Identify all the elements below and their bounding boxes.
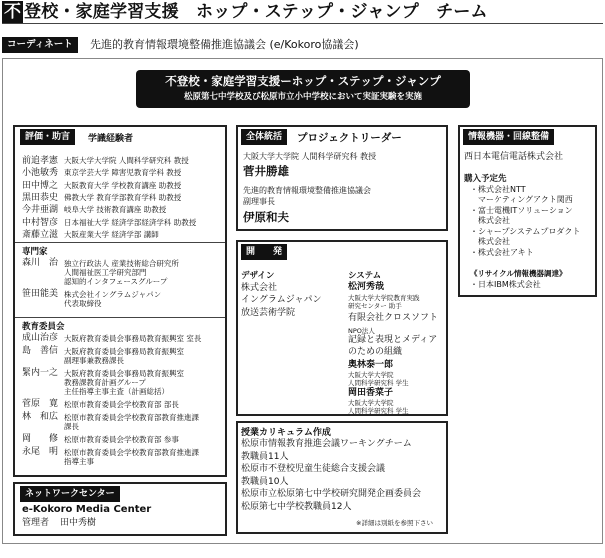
curriculum-line: 松原市不登校児童生徒総合支援会議 bbox=[241, 464, 386, 475]
design-member: 放送芸術学院 bbox=[241, 308, 296, 318]
expert-affiliation: 人間福祉医工学研究部門 bbox=[64, 268, 147, 277]
network-manager-label: 管理者 bbox=[22, 518, 50, 528]
board-member-affiliation: 主任指導主事主査（計画総括） bbox=[64, 387, 169, 396]
coordinate-label: コーディネート bbox=[2, 37, 78, 53]
board-heading: 教育委員会 bbox=[22, 322, 65, 332]
curriculum-line: 教職員11人 bbox=[241, 451, 289, 462]
title-kanji-box: 不 bbox=[4, 2, 21, 22]
system-company: 有限会社クロスソフト bbox=[348, 313, 439, 323]
page-title-bar bbox=[0, 0, 605, 24]
recycle-heading: 《リサイクル情報機器調達》 bbox=[470, 269, 567, 278]
system-member-name: 松河秀哉 bbox=[348, 282, 385, 292]
scholar-affiliation: 大阪産業大学 経済学部 講師 bbox=[64, 229, 159, 239]
vice-chair-title: 副理事長 bbox=[243, 197, 275, 206]
curriculum-line: 松原第七中学校教職員12人 bbox=[241, 502, 352, 512]
npo-small-label: NPO法人 bbox=[348, 327, 375, 335]
board-member-affiliation: 松原市教育委員会学校教育部 部長 bbox=[64, 400, 179, 409]
scholar-affiliation: 岐阜大学 技術教育講座 助教授 bbox=[64, 205, 167, 215]
system-member-name: 岡田香菜子 bbox=[348, 388, 394, 398]
telecom-company: 西日本電信電話株式会社 bbox=[464, 152, 564, 162]
expert-affiliation: 代表取締役 bbox=[64, 299, 102, 308]
board-member-affiliation: 指導主事 bbox=[64, 457, 94, 466]
board-member-affiliation: 教務課教育計画グループ bbox=[64, 378, 146, 387]
development-label: 開 発 bbox=[241, 244, 287, 260]
scholar-name: 今井亜湖 bbox=[22, 205, 59, 216]
leader-name: 菅井勝雄 bbox=[243, 164, 289, 178]
coordinate-row bbox=[2, 37, 602, 53]
system-member-affil: 大阪大学大学院教育実践 bbox=[348, 294, 420, 302]
board-member-affiliation: 副理事兼教務課長 bbox=[64, 356, 124, 365]
vice-chair-name: 伊原和夫 bbox=[243, 210, 289, 224]
banner-title: 不登校・家庭学習支援ーホップ・ステップ・ジャンプ bbox=[165, 74, 441, 88]
info-equipment-label: 情報機器・回線整備 bbox=[463, 129, 554, 145]
planned-vendor: ・株式会社アキト bbox=[470, 248, 534, 257]
system-member-affil: 大阪大学大学院 bbox=[348, 399, 394, 407]
scholar-name: 黒田恭史 bbox=[22, 192, 59, 203]
design-heading: デザイン bbox=[241, 271, 275, 281]
curriculum-line: 松原市情報教育推進会議ワーキングチーム bbox=[241, 439, 412, 449]
planned-vendor: ・シャープシステムプロダクト bbox=[470, 227, 581, 236]
scholar-affiliation: 大阪大学大学院 人間科学研究科 教授 bbox=[64, 156, 189, 165]
planned-heading: 購入予定先 bbox=[464, 174, 507, 184]
planned-vendor-cont: マーケティングアクト関西 bbox=[478, 195, 573, 204]
network-manager-name: 田中秀樹 bbox=[60, 518, 97, 528]
board-member-name: 島 善信 bbox=[22, 346, 59, 356]
expert-affiliation: 独立行政法人 産業技術総合研究所 bbox=[64, 259, 179, 268]
scholar-name: 田中博之 bbox=[22, 180, 59, 191]
recycle-vendor: ・日本IBM株式会社 bbox=[470, 280, 541, 289]
design-member: イングラムジャパン bbox=[241, 295, 322, 305]
project-banner bbox=[136, 70, 470, 108]
network-center-label: ネットワークセンター bbox=[20, 486, 120, 502]
leader-affiliation: 大阪大学大学院 人間科学研究科 教授 bbox=[243, 152, 377, 161]
banner-subtitle: 松原第七中学校及び松原市立小中学校において実証実験を実施 bbox=[183, 92, 422, 102]
planned-vendor: ・株式会社NTT bbox=[470, 185, 526, 194]
board-member-name: 永尾 明 bbox=[22, 447, 59, 457]
divider bbox=[15, 242, 225, 243]
evaluation-label: 評価・助言 bbox=[20, 129, 75, 145]
design-member: 株式会社 bbox=[241, 283, 278, 293]
vice-chair-affiliation: 先進的教育情報環境整備推進協議会 bbox=[243, 186, 371, 195]
planned-vendor-cont: 株式会社 bbox=[478, 237, 510, 246]
page-title: 登校・家庭学習支援 ホップ・ステップ・ジャンプ チーム bbox=[24, 2, 488, 22]
expert-name: 森川 治 bbox=[22, 258, 59, 268]
system-member-affil: 研究センター 助手 bbox=[348, 302, 402, 310]
board-member-name: 岡 修 bbox=[22, 434, 59, 444]
scholars-heading: 学識経験者 bbox=[88, 134, 134, 144]
npo-name: のための組織 bbox=[348, 347, 403, 357]
curriculum-line: 教職員10人 bbox=[241, 476, 289, 487]
board-member-affiliation: 松原市教育委員会学校教育部 参事 bbox=[64, 435, 179, 444]
title-underline bbox=[2, 23, 603, 24]
board-member-affiliation: 松原市教育委員会学校教育部教育推進課 bbox=[64, 413, 199, 422]
scholar-name: 中村智彦 bbox=[22, 217, 59, 228]
experts-heading: 専門家 bbox=[22, 247, 48, 257]
scholar-affiliation: 東京学芸大学 障害児教育学科 教授 bbox=[64, 168, 182, 178]
development-box bbox=[236, 240, 448, 416]
scholar-affiliation: 佛教大学 教育学部教育学科 助教授 bbox=[64, 192, 182, 202]
divider bbox=[15, 317, 225, 318]
system-member-affil: 大阪大学大学院 bbox=[348, 371, 394, 379]
board-member-affiliation: 大阪府教育委員会事務局教育振興室 bbox=[64, 369, 184, 378]
scholar-affiliation: 日本福祉大学 経済学部経済学科 助教授 bbox=[64, 217, 197, 227]
board-member-affiliation: 松原市教育委員会学校教育部教育推進課 bbox=[64, 448, 199, 457]
board-member-name: 林 和広 bbox=[22, 412, 59, 422]
curriculum-line: 松原市立松原第七中学校研究開発企画委員会 bbox=[241, 489, 422, 500]
curriculum-heading: 授業カリキュラム作成 bbox=[241, 428, 331, 438]
planned-vendor-cont: 株式会社 bbox=[478, 216, 510, 225]
system-member-name: 奥林泰一郎 bbox=[348, 360, 394, 370]
board-member-affiliation: 課長 bbox=[64, 422, 79, 431]
board-member-affiliation: 大阪府教育委員会事務局教育振興室 室長 bbox=[64, 334, 202, 343]
network-center-name: e-Kokoro Media Center bbox=[22, 504, 152, 515]
expert-affiliation: 認知的インタフェースグループ bbox=[64, 277, 168, 286]
expert-affiliation: 株式会社イングラムジャパン bbox=[64, 290, 162, 299]
project-leader-label: 全体統括 bbox=[241, 129, 287, 145]
npo-name: 記録と表現とメディア bbox=[348, 335, 438, 345]
curriculum-note: ※詳細は別紙を参照下さい bbox=[356, 519, 433, 527]
expert-name: 笹田能美 bbox=[22, 289, 59, 299]
system-heading: システム bbox=[348, 271, 382, 281]
system-member-affil: 人間科学研究科 学生 bbox=[348, 407, 409, 415]
board-member-name: 菅原 寛 bbox=[22, 399, 59, 409]
board-member-affiliation: 大阪府教育委員会事務局教育振興室 bbox=[64, 347, 184, 356]
coordinate-org: 先進的教育情報環境整備推進協議会 (e/Kokoro協議会) bbox=[90, 38, 359, 51]
scholar-row bbox=[22, 226, 159, 241]
planned-vendor: ・富士電機ITソリューション bbox=[470, 206, 573, 215]
system-member-affil: 人間科学研究科 学生 bbox=[348, 379, 409, 387]
project-leader-heading: プロジェクトリーダー bbox=[297, 132, 402, 144]
scholar-name: 小池敏秀 bbox=[22, 168, 59, 179]
board-member-name: 緊内一之 bbox=[22, 368, 59, 378]
scholar-name: 前追孝憲 bbox=[22, 156, 59, 166]
scholar-name: 斎藤立滋 bbox=[22, 229, 59, 240]
scholar-affiliation: 大阪教育大学 学校教育講座 助教授 bbox=[64, 180, 182, 190]
board-member-name: 成山治彦 bbox=[22, 333, 59, 343]
